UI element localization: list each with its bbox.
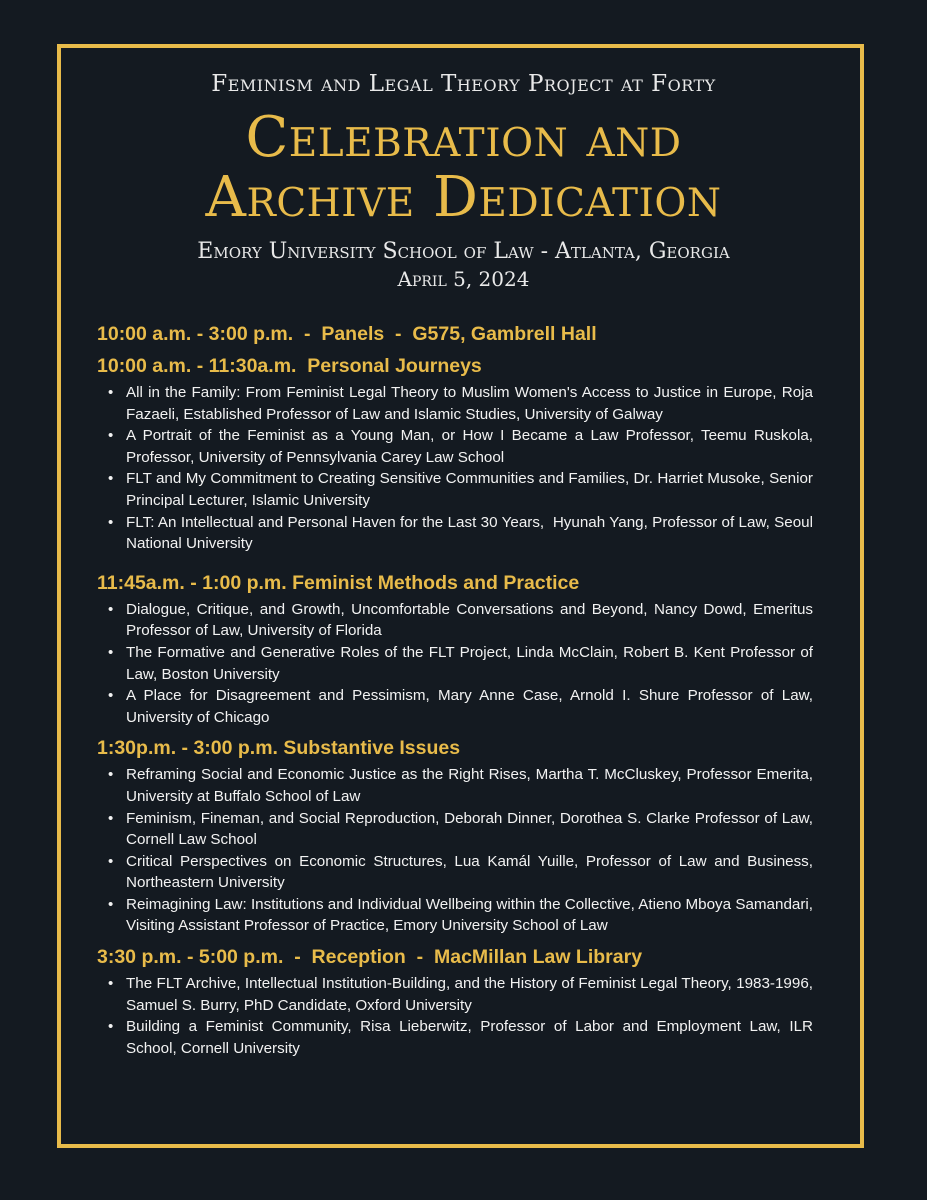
event-date: April 5, 2024: [397, 267, 530, 291]
event-title-line-1: Celebration and: [245, 105, 682, 170]
list-item: • A Place for Disagreement and Pessimism, Mary Anne Case, Arnold I. Shure Professor of Law, University of Chicago: [108, 687, 818, 726]
bullet-icon: •: [108, 513, 114, 531]
list-item: • A Portrait of the Feminist as a Young Man, or How I Became a Law Professor, Teemu Ruskola, Professor, University of Pennsylvania Carey Law School: [108, 427, 818, 466]
list-item: • The Formative and Generative Roles of the FLT Project, Linda McClain, Robert B. Kent Professor of Law, Boston University: [108, 643, 818, 683]
event-title: [0, 105, 927, 230]
list-item: • Building a Feminist Community, Risa Lieberwitz, Professor of Labor and Employment Law, ILR School, Cornell University: [108, 1018, 818, 1057]
schedule: [97, 320, 818, 1059]
event-title-line-2: Archive Dedication: [205, 165, 722, 230]
list-item: • FLT and My Commitment to Creating Sensitive Communities and Families, Dr. Harriet Musoke, Senior Principal Lecturer, Islamic University: [108, 470, 818, 509]
session-heading-personal-journeys: 10:00 a.m. - 11:30a.m. Personal Journeys: [97, 355, 482, 377]
session-list-reception: [97, 973, 818, 1059]
bullet-icon: •: [108, 384, 114, 401]
bullet-icon: •: [108, 895, 114, 913]
session-list-personal-journeys: [97, 382, 818, 555]
event-subtitle: Feminism and Legal Theory Project at Forty: [211, 71, 716, 97]
bullet-icon: •: [108, 852, 114, 870]
list-item: • Reimagining Law: Institutions and Individual Wellbeing within the Collective, Atieno Mboya Samandari, Visiting Assistant Professor of Practice, Emory University School of Law: [108, 895, 818, 935]
bullet-icon: •: [108, 809, 114, 827]
bullet-icon: •: [108, 470, 114, 488]
panels-overview-heading: 10:00 a.m. - 3:00 p.m. - Panels - G575, Gambrell Hall: [97, 323, 597, 345]
list-item: • Reframing Social and Economic Justice as the Right Rises, Martha T. McCluskey, Professor Emerita, University at Buffalo School of Law: [108, 766, 818, 805]
session-list-feminist-methods: [97, 599, 818, 729]
session-heading-reception: 3:30 p.m. - 5:00 p.m. - Reception - MacMillan Law Library: [97, 946, 643, 969]
list-item: • Feminism, Fineman, and Social Reproduction, Deborah Dinner, Dorothea S. Clarke Professor of Law, Cornell Law School: [108, 809, 818, 849]
bullet-icon: •: [108, 1018, 114, 1036]
session-heading-substantive-issues: 1:30p.m. - 3:00 p.m. Substantive Issues: [97, 737, 461, 760]
bullet-icon: •: [108, 687, 114, 705]
event-location: Emory University School of Law - Atlanta, Georgia: [197, 239, 730, 264]
bullet-icon: •: [108, 975, 114, 993]
bullet-icon: •: [108, 643, 114, 661]
bullet-icon: •: [108, 427, 114, 445]
session-heading-feminist-methods: 11:45a.m. - 1:00 p.m. Feminist Methods and Practice: [97, 571, 580, 594]
bullet-icon: •: [108, 766, 114, 784]
list-item: • FLT: An Intellectual and Personal Haven for the Last 30 Years, Hyunah Yang, Professor of Law, Seoul National University: [108, 513, 818, 553]
list-item: • The FLT Archive, Intellectual Institution-Building, and the History of Feminist Legal Theory, 1983-1996, Samuel S. Burry, PhD Candidate, Oxford University: [108, 975, 818, 1014]
list-item: • All in the Family: From Feminist Legal Theory to Muslim Women's Access to Justice in Europe, Roja Fazaeli, Established Professor of Law and Islamic Studies, University of Galway: [108, 384, 818, 423]
bullet-icon: •: [108, 600, 114, 618]
list-item: • Critical Perspectives on Economic Structures, Lua Kamál Yuille, Professor of Law and Business, Northeastern University: [108, 852, 818, 892]
list-item: • Dialogue, Critique, and Growth, Uncomfortable Conversations and Beyond, Nancy Dowd, Emeritus Professor of Law, University of Florida: [108, 600, 818, 640]
flyer-header: [0, 70, 927, 292]
session-list-substantive-issues: [97, 764, 818, 937]
